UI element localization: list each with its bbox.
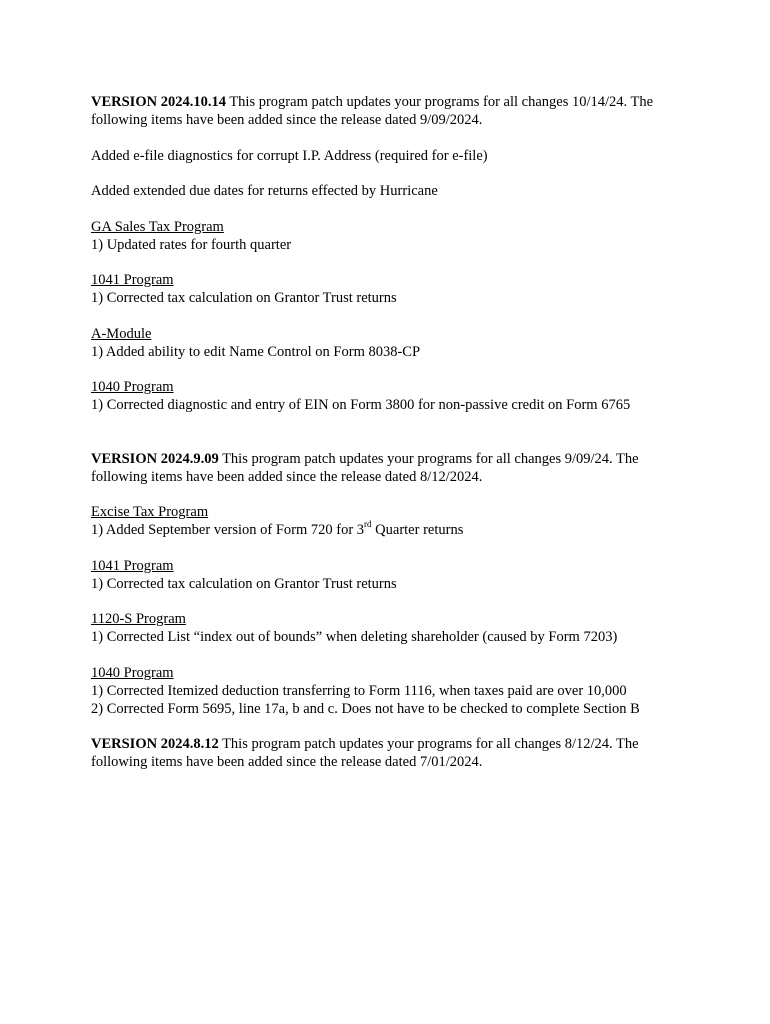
list-item: 1) Corrected List “index out of bounds” when deleting shareholder (caused by Form 7203) — [91, 629, 618, 645]
intro-text: This program patch updates your programs for all changes 9/09/24. The — [218, 450, 639, 467]
version-label: VERSION 2024.9.09 — [91, 450, 219, 467]
list-item: 1) Corrected diagnostic and entry of EIN on Form 3800 for non-passive credit on Form 6765 — [91, 397, 631, 413]
section-heading: Excise Tax Program — [91, 504, 209, 520]
list-item: 1) Added September version of Form 720 for 3rd Quarter returns — [91, 519, 464, 538]
release-2024-8-12 — [91, 735, 691, 771]
list-item: 1) Corrected tax calculation on Grantor Trust returns — [91, 575, 397, 592]
intro-text-cont: following items have been added since the release dated 7/01/2024. — [91, 754, 483, 770]
section-heading: 1041 Program — [91, 557, 174, 574]
section-heading: GA Sales Tax Program — [91, 218, 224, 235]
release-intro — [91, 735, 691, 753]
release-intro — [91, 450, 691, 468]
section-heading: 1120-S Program — [91, 611, 186, 627]
version-label: VERSION 2024.8.12 — [91, 736, 219, 752]
intro-text-cont: following items have been added since the release dated 8/12/2024. — [91, 468, 483, 485]
list-item: 1) Updated rates for fourth quarter — [91, 236, 292, 253]
note-item: Added extended due dates for returns effected by Hurricane — [91, 183, 438, 199]
release-2024-9-09 — [91, 450, 691, 718]
section-heading: 1040 Program — [91, 379, 174, 395]
ordinal-suffix: rd — [364, 519, 372, 530]
list-item: 1) Corrected tax calculation on Grantor Trust returns — [91, 290, 397, 306]
intro-text: This program patch updates your programs for all changes 8/12/24. The — [218, 736, 639, 752]
list-item: 1) Corrected Itemized deduction transferring to Form 1116, when taxes paid are over 10,000 — [91, 682, 627, 699]
version-label: VERSION 2024.10.14 — [91, 94, 226, 110]
release-2024-10-14 — [91, 93, 691, 414]
intro-text-cont: following items have been added since the release dated 9/09/2024. — [91, 112, 483, 128]
list-item: 2) Corrected Form 5695, line 17a, b and c. Does not have to be checked to complete Section B — [91, 700, 640, 717]
section-heading: 1041 Program — [91, 272, 174, 288]
section-heading: 1040 Program — [91, 664, 174, 681]
release-notes — [91, 93, 691, 771]
note-item: Added e-file diagnostics for corrupt I.P. Address (required for e-file) — [91, 147, 488, 164]
list-item: 1) Added ability to edit Name Control on Form 8038-CP — [91, 343, 421, 360]
section-heading: A-Module — [91, 325, 152, 342]
intro-text: This program patch updates your programs for all changes 10/14/24. The — [225, 94, 654, 110]
release-intro — [91, 93, 691, 111]
